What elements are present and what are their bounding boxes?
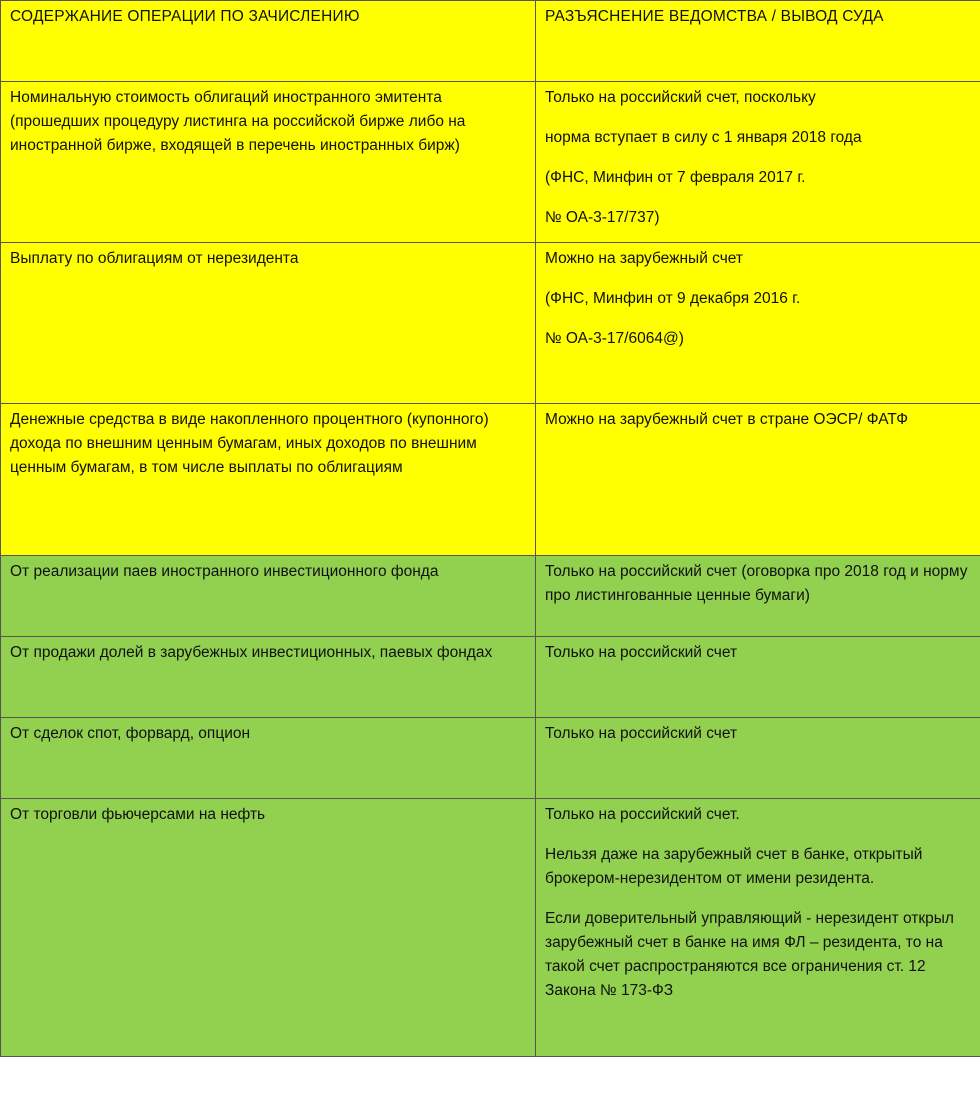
explanation-cell (536, 82, 980, 243)
header-operation: СОДЕРЖАНИЕ ОПЕРАЦИИ ПО ЗАЧИСЛЕНИЮ (1, 1, 536, 82)
explanation-cell (536, 637, 980, 718)
explanation-line: (ФНС, Минфин от 7 февраля 2017 г. (545, 169, 806, 186)
explanation-line: Можно на зарубежный счет (545, 250, 744, 267)
table-row (1, 243, 980, 404)
explanation-line: норма вступает в силу с 1 января 2018 года (545, 129, 862, 146)
table-row (1, 718, 980, 799)
explanation-line: Только на российский счет, поскольку (545, 89, 816, 106)
header-row (1, 1, 980, 82)
table-row (1, 556, 980, 637)
table-row (1, 82, 980, 243)
explanation-line: Только на российский счет (оговорка про 2018 год и норму про листингованные ценные бумаги) (545, 563, 968, 604)
explanation-line: № ОА-3-17/737) (545, 209, 660, 226)
operation-cell: От реализации паев иностранного инвестиционного фонда (1, 556, 536, 637)
table-row (1, 637, 980, 718)
operation-cell: От торговли фьючерсами на нефть (1, 799, 536, 1057)
operation-cell: От сделок спот, форвард, опцион (1, 718, 536, 799)
explanation-line: Нельзя даже на зарубежный счет в банке, открытый брокером-нерезидентом от имени резидента. (545, 846, 923, 887)
header-explanation: РАЗЪЯСНЕНИЕ ВЕДОМСТВА / ВЫВОД СУДА (536, 1, 980, 82)
explanation-cell (536, 243, 980, 404)
explanation-line: № ОА-3-17/6064@) (545, 330, 684, 347)
operation-cell: Денежные средства в виде накопленного процентного (купонного) дохода по внешним ценным бумагам, иных доходов по внешним ценным бумагам, в том числе выплаты по облигациям (1, 404, 536, 556)
operation-cell: Номинальную стоимость облигаций иностранного эмитента (прошедших процедуру листинга на российской бирже либо на иностранной бирже, входящей в перечень иностранных бирж) (1, 82, 536, 243)
table-row (1, 799, 980, 1057)
explanation-line: Можно на зарубежный счет в стране ОЭСР/ ФАТФ (545, 411, 909, 428)
explanation-cell (536, 718, 980, 799)
explanation-line: (ФНС, Минфин от 9 декабря 2016 г. (545, 290, 801, 307)
operation-cell: Выплату по облигациям от нерезидента (1, 243, 536, 404)
explanation-line: Только на российский счет. (545, 806, 740, 823)
explanation-line: Только на российский счет (545, 725, 738, 742)
table-row (1, 404, 980, 556)
explanation-cell (536, 556, 980, 637)
operation-cell: От продажи долей в зарубежных инвестиционных, паевых фондах (1, 637, 536, 718)
explanation-line: Если доверительный управляющий - нерезидент открыл зарубежный счет в банке на имя ФЛ – резидента, то на такой счет распространяются все ограничения ст. 12 Закона № 173-ФЗ (545, 910, 954, 999)
explanation-line: Только на российский счет (545, 644, 738, 661)
explanation-cell (536, 404, 980, 556)
explanation-cell (536, 799, 980, 1057)
